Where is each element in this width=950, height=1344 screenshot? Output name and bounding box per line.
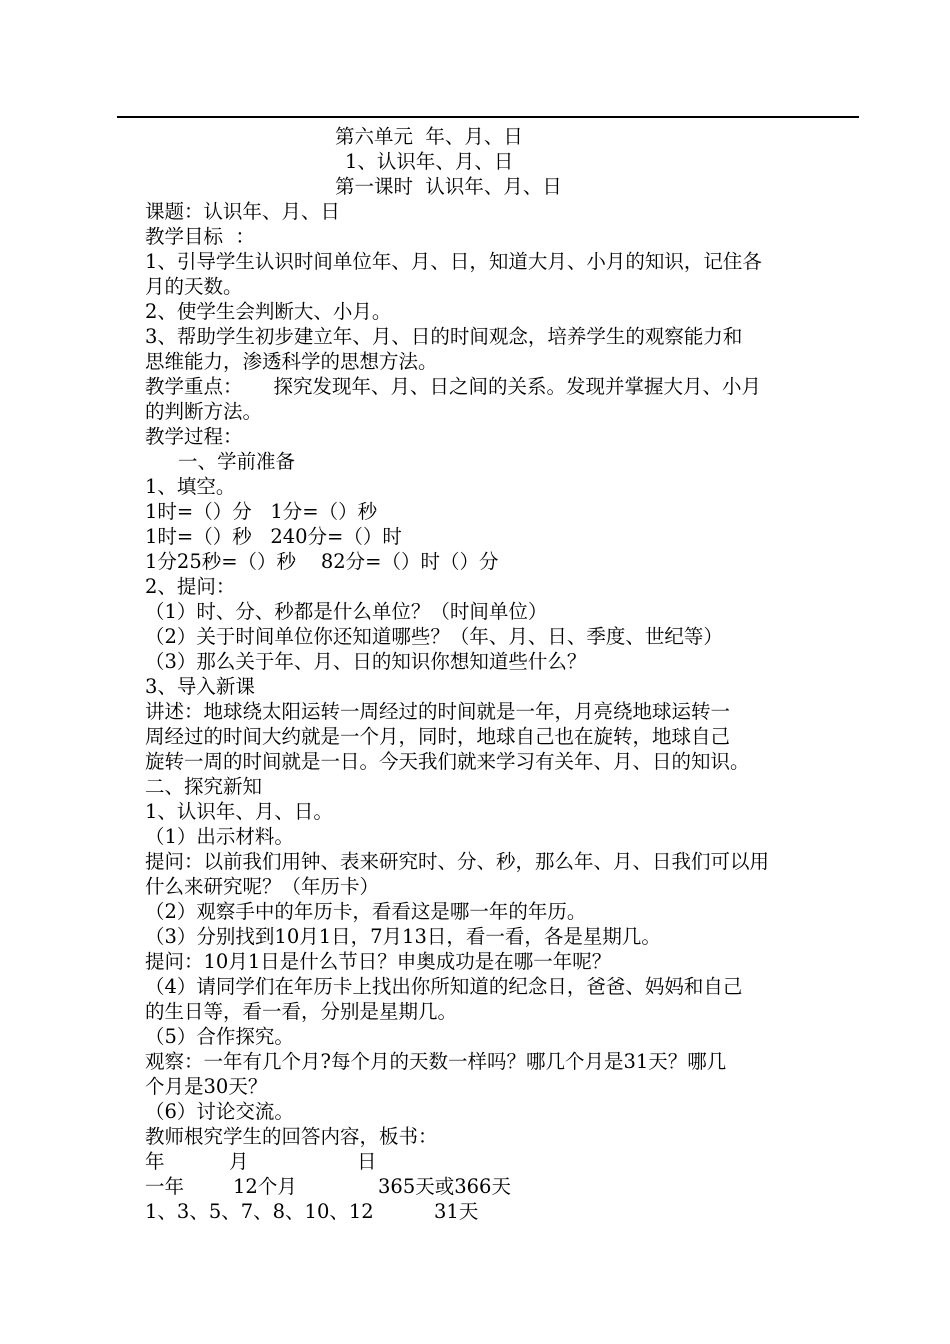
- step-2: （2）观察手中的年历卡，看看这是哪一年的年历。: [145, 900, 587, 923]
- question-2: （2）关于时间单位你还知道哪些？（年、月、日、季度、世纪等）: [145, 625, 723, 648]
- objective-1-line-1: 1、引导学生认识时间单位年、月、日，知道大月、小月的知识，记住各: [145, 250, 762, 273]
- objective-3-line-1: 3、帮助学生初步建立年、月、日的时间观念，培养学生的观察能力和: [145, 325, 743, 348]
- topic-line: 课题：认识年、月、日: [145, 200, 341, 223]
- step-3: （3）分别找到10月1日，7月13日，看一看，各是星期几。: [145, 925, 661, 948]
- board-row1-day: 365天或366天: [378, 1175, 511, 1198]
- fill-blank-heading: 1、填空。: [145, 475, 236, 498]
- narration-line-1: 讲述：地球绕太阳运转一周经过的时间就是一年，月亮绕地球运转一: [145, 700, 731, 723]
- board-header-month: 月: [229, 1150, 249, 1173]
- narration-line-2: 周经过的时间大约就是一个月，同时，地球自己也在旋转，地球自己: [145, 725, 731, 748]
- board-row1-year: 一年: [145, 1175, 185, 1198]
- fill-blank-row-1: 1时=（）分 1分=（）秒: [145, 500, 378, 523]
- step-4-line-1: （4）请同学们在年历卡上找出你所知道的纪念日，爸爸、妈妈和自己: [145, 975, 743, 998]
- board-row2-days: 31天: [434, 1200, 479, 1223]
- part-one-heading: 一、学前准备: [178, 450, 296, 473]
- step-1: （1）出示材料。: [145, 825, 294, 848]
- header-rule: [117, 116, 859, 118]
- board-row2-months: 1、3、5、7、8、10、12: [145, 1200, 374, 1223]
- process-heading: 教学过程：: [145, 425, 243, 448]
- step-5: （5）合作探究。: [145, 1025, 294, 1048]
- questions-heading: 2、提问：: [145, 575, 236, 598]
- observe-line-1: 观察：一年有几个月?每个月的天数一样吗？哪几个月是31天？哪几: [145, 1050, 727, 1073]
- section-title: 1、认识年、月、日: [345, 150, 514, 173]
- step-4-line-2: 的生日等，看一看，分别是星期几。: [145, 1000, 458, 1023]
- lesson-title: 第一课时 认识年、月、日: [335, 175, 562, 198]
- objective-2: 2、使学生会判断大、小月。: [145, 300, 392, 323]
- objective-3-line-2: 思维能力，渗透科学的思想方法。: [145, 350, 438, 373]
- narration-line-3: 旋转一周的时间就是一日。今天我们就来学习有关年、月、日的知识。: [145, 750, 750, 773]
- objectives-heading: 教学目标 ：: [145, 225, 255, 248]
- question-3: （3）那么关于年、月、日的知识你想知道些什么？: [145, 650, 587, 673]
- fill-blank-row-2: 1时=（）秒 240分=（）时: [145, 525, 402, 548]
- key-points-line-1: 教学重点： 探究发现年、月、日之间的关系。发现并掌握大月、小月: [145, 375, 761, 398]
- objective-1-line-2: 月的天数。: [145, 275, 243, 298]
- intro-heading: 3、导入新课: [145, 675, 255, 698]
- ask-1-line-2: 什么来研究呢？（年历卡）: [145, 875, 380, 898]
- fill-blank-row-3: 1分25秒=（）秒 82分=（）时（）分: [145, 550, 499, 573]
- part-two-heading: 二、探究新知: [145, 775, 263, 798]
- key-points-line-2: 的判断方法。: [145, 400, 263, 423]
- ask-2: 提问：10月1日是什么节日？申奥成功是在哪一年呢？: [145, 950, 612, 973]
- question-1: （1）时、分、秒都是什么单位？（时间单位）: [145, 600, 548, 623]
- observe-line-2: 个月是30天？: [145, 1075, 268, 1098]
- ask-1-line-1: 提问：以前我们用钟、表来研究时、分、秒，那么年、月、日我们可以用: [145, 850, 770, 873]
- step-6: （6）讨论交流。: [145, 1100, 294, 1123]
- unit-title: 第六单元 年、月、日: [335, 125, 523, 148]
- blackboard-intro: 教师根究学生的回答内容，板书：: [145, 1125, 438, 1148]
- board-header-year: 年: [145, 1150, 165, 1173]
- board-row1-month: 12个月: [233, 1175, 297, 1198]
- recognize-heading: 1、认识年、月、日。: [145, 800, 333, 823]
- board-header-day: 日: [357, 1150, 377, 1173]
